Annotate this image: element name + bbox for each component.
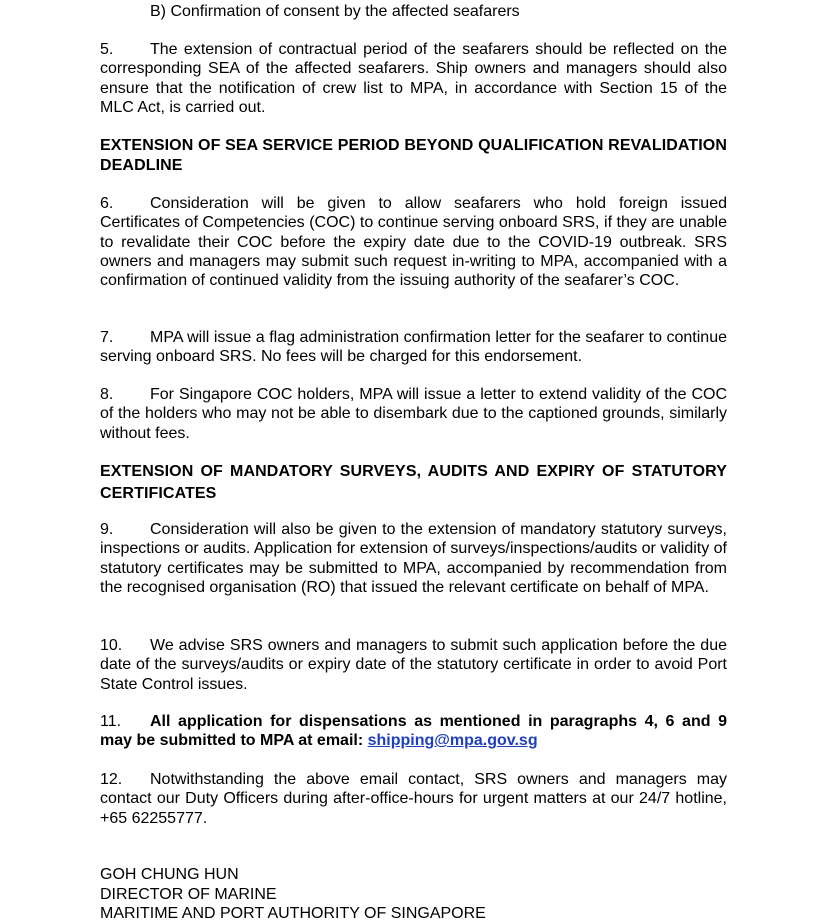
paragraph-5: [100, 40, 727, 117]
paragraph-number: 6.: [100, 195, 114, 212]
paragraph-text: Consideration will be given to allow seafarers who hold foreign issued Certificates of Competencies (COC) to continue serving onboard SRS, if they are unable to revalidate their COC before the expiry date due to the COVID-19 outbreak. SRS owners and managers may submit such request in-writing to MPA, accompanied with a confirmation of continued validity from the issuing authority of the seafarer’s COC.: [100, 195, 727, 290]
paragraph-11: [100, 712, 727, 751]
paragraph-number: 8.: [100, 386, 114, 403]
paragraph-number: 11.: [100, 713, 122, 730]
paragraph-6: [100, 194, 727, 290]
paragraph-7: [100, 328, 727, 367]
paragraph-text: All application for dispensations as mentioned in paragraphs 4, 6 and 9 may be submitted to MPA at email:: [100, 713, 727, 750]
paragraph-text: We advise SRS owners and managers to submit such application before the due date of the surveys/audits or expiry date of the statutory certificate in order to avoid Port State Control issues.: [100, 637, 727, 693]
sub-item-b: B) Confirmation of consent by the affected seafarers: [150, 3, 520, 20]
paragraph-text: The extension of contractual period of the seafarers should be reflected on the corresponding SEA of the affected seafarers. Ship owners and managers should also ensure that the notification of crew list to MPA, in accordance with Section 15 of the MLC Act, is carried out.: [100, 41, 727, 116]
paragraph-text: For Singapore COC holders, MPA will issue a letter to extend validity of the COC of the holders who may not be able to disembark due to the captioned grounds, similarly without fees.: [100, 386, 727, 442]
underlined-comma: ,: [436, 559, 441, 577]
paragraph-12: [100, 770, 727, 828]
paragraph-8: [100, 385, 727, 443]
paragraph-number: 10.: [100, 637, 123, 654]
paragraph-text: Notwithstanding the above email contact, SRS owners and managers may contact our Duty Officers during after-office-hours for urgent matters at our 24/7 hotline, +65 62255777.: [100, 771, 727, 827]
paragraph-number: 7.: [100, 329, 114, 346]
paragraph-number: 12.: [100, 771, 123, 788]
signatory-name: GOH CHUNG HUN: [100, 866, 239, 883]
paragraph-number: 9.: [100, 521, 114, 538]
paragraph-text-continued: accompanied by recommendation from the recognised organisation (RO) that issued the relevant certificate on behalf of MPA.: [100, 559, 728, 596]
paragraph-9: [100, 520, 727, 597]
email-link[interactable]: shipping@mpa.gov.sg: [367, 732, 538, 750]
paragraph-number: 5.: [100, 41, 114, 58]
paragraph-text: Consideration will also be given to the extension of mandatory statutory surveys, inspections or audits. Application for extension of surveys/inspections/audits or validity of statutory certificates may be submitted to MPA: [100, 521, 727, 577]
section-heading-surveys: EXTENSION OF MANDATORY SURVEYS, AUDITS AND EXPIRY OF STATUTORY CERTIFICATES: [100, 463, 727, 502]
signatory-title: DIRECTOR OF MARINE: [100, 885, 277, 903]
paragraph-text: MPA will issue a flag administration confirmation letter for the seafarer to continue serving onboard SRS. No fees will be charged for this endorsement.: [100, 329, 727, 366]
paragraph-10: [100, 636, 727, 694]
signatory-organisation: MARITIME AND PORT AUTHORITY OF SINGAPORE: [100, 905, 486, 922]
section-heading-sea-service: EXTENSION OF SEA SERVICE PERIOD BEYOND QUALIFICATION REVALIDATION DEADLINE: [100, 137, 727, 174]
signature-block: [100, 865, 727, 924]
